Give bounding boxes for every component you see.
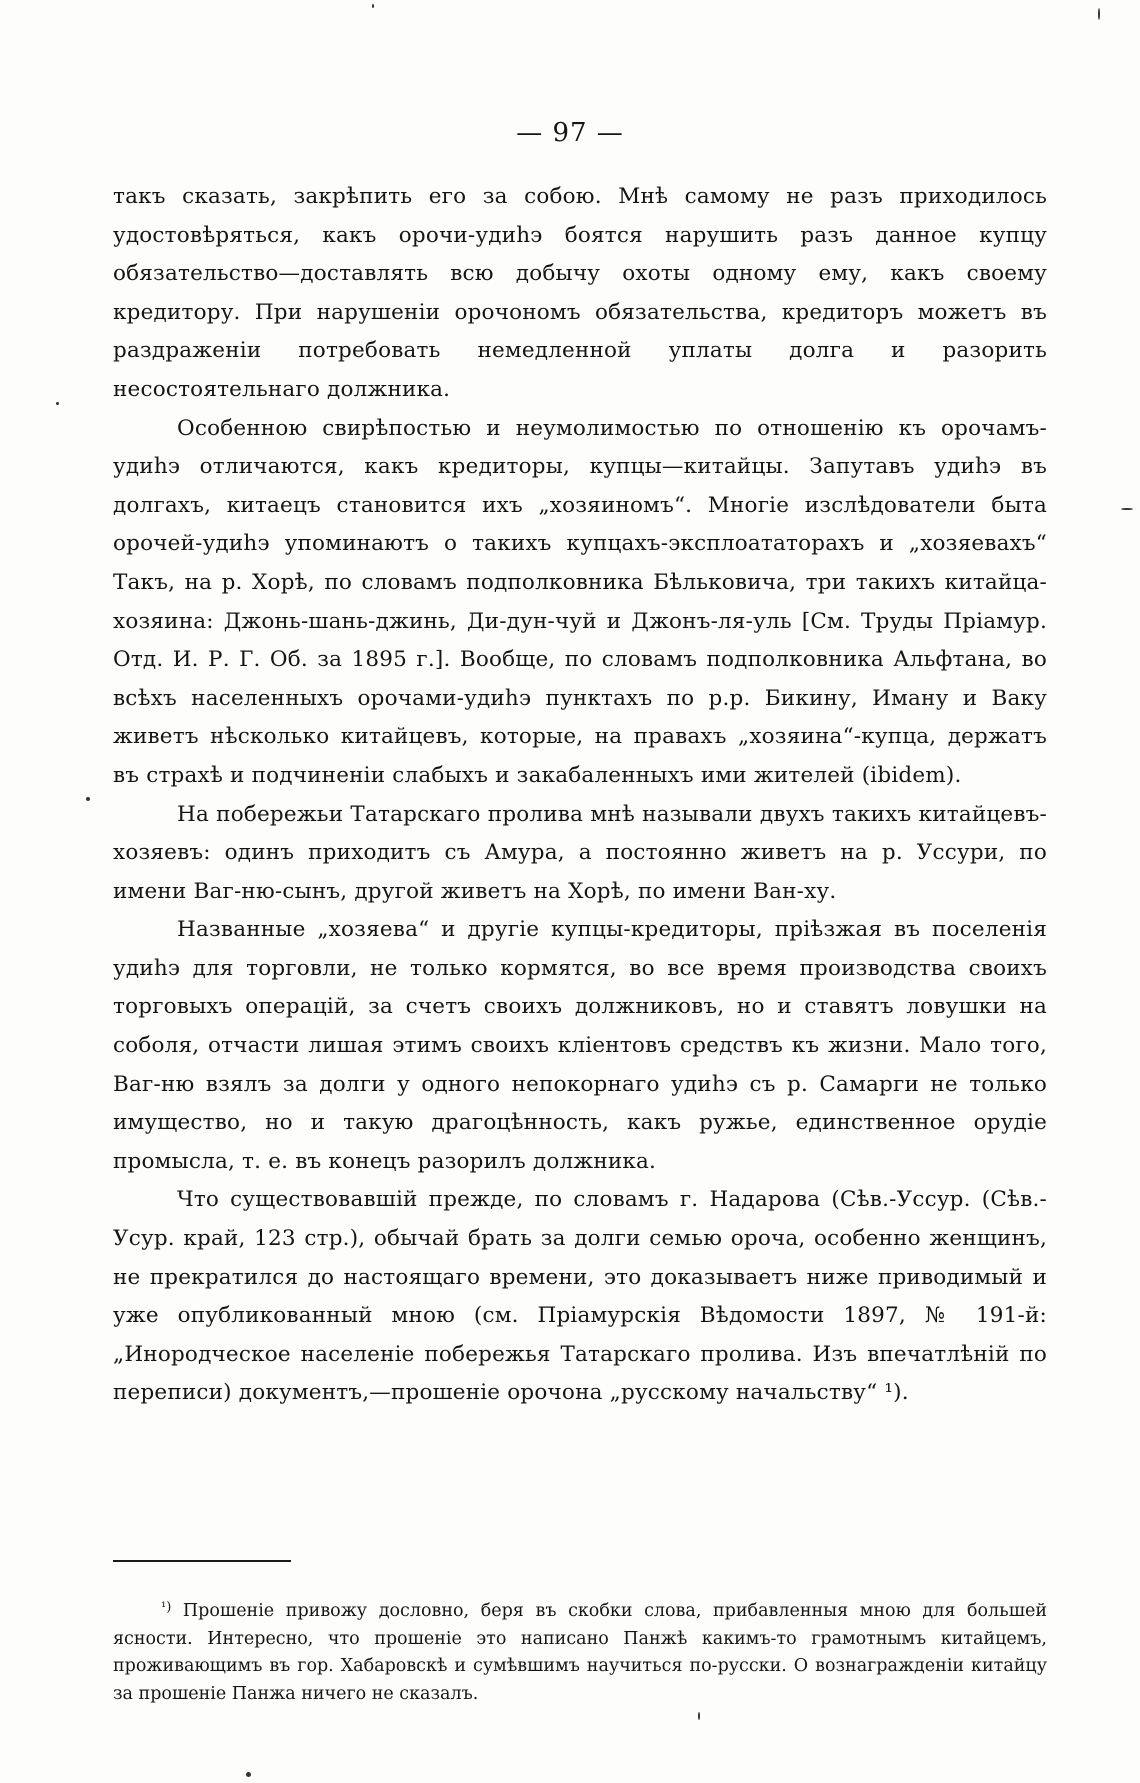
footnote-separator xyxy=(113,1560,291,1562)
body-text xyxy=(113,178,1047,1413)
paragraph-5: Что существовавшій прежде, по словамъ г. Надарова (Сѣв.-Уссур. (Сѣв.-Усур. край, 123 стр.), обычай брать за долги семью ороча, особенно женщинъ, не прекратился до настоящаго времени, это доказываетъ ниже приводимый и уже опубликованный мною (см. Пріамурскія Вѣдомости 1897, № 191-й: „Инородческое населеніе побережья Татарскаго пролива. Изъ впечатлѣній по переписи) документъ,—прошеніе орочона „русскому начальству“ ¹). xyxy=(113,1187,1047,1406)
scan-speck xyxy=(1098,8,1100,20)
paragraph-3: На побережьи Татарскаго пролива мнѣ называли двухъ такихъ китайцевъ-хозяевъ: одинъ приходитъ съ Амура, а постоянно живетъ на р. Уссури, по имени Ваг-ню-сынъ, другой живетъ на Хорѣ, по имени Ван-ху. xyxy=(113,801,1047,904)
page-number: — 97 — xyxy=(516,118,624,148)
scan-speck xyxy=(56,402,59,405)
scan-speck xyxy=(86,797,90,801)
paragraph-2: Особенною свирѣпостью и неумолимостью по отношенію къ орочамъ-удиһэ отличаются, какъ кредиторы, купцы—китайцы. Запутавъ удиһэ въ долгахъ, китаецъ становится ихъ „хозяиномъ“. Многіе изслѣдователи быта орочей-удиһэ упоминаютъ о такихъ купцахъ-эксплоататорахъ и „хозяевахъ“ Такъ, на р. Хорѣ, по словамъ подполковника Бѣльковича, три такихъ китайца-хозяина: Джонь-шань-джинь, Ди-дун-чуй и Джонъ-ля-уль [См. Труды Пріамур. Отд. И. Р. Г. Об. за 1895 г.]. Вообще, по словамъ подполковника Альфтана, во всѣхъ населенныхъ орочами-удиһэ пунктахъ по р.р. Бикину, Иману и Ваку живетъ нѣсколько китайцевъ, которые, на правахъ „хозяина“-купца, держатъ въ страхѣ и подчиненіи слабыхъ и закабаленныхъ ими жителей (ibidem). xyxy=(113,415,1047,788)
scan-speck xyxy=(246,1772,251,1777)
footnote-text: Прошеніе привожу дословно, беря въ скобки слова, прибавленныя мною для большей ясности. Интересно, что прошеніе это написано Панжѣ какимъ-то грамотнымъ китайцемъ, проживающимъ въ гор. Хабаровскѣ и сумѣвшимъ научиться по-русски. О вознагражденіи китайцу за прошеніе Панжа ничего не сказалъ. xyxy=(113,1601,1047,1704)
scan-speck xyxy=(372,4,374,8)
scan-speck xyxy=(698,1712,700,1720)
footnote-marker: ¹) xyxy=(161,1600,172,1615)
paragraph-4: Названные „хозяева“ и другіе купцы-кредиторы, пріѣзжая въ поселенія удиһэ для торговли, не только кормятся, во все время производства своихъ торговыхъ операцій, за счетъ своихъ должниковъ, но и ставятъ ловушки на соболя, отчасти лишая этимъ своихъ кліентовъ средствъ къ жизни. Мало того, Ваг-ню взялъ за долги у одного непокорнаго удиһэ съ р. Самарги не только имущество, но и такую драгоцѣнность, какъ ружье, единственное орудіе промысла, т. е. въ конецъ разорилъ должника. xyxy=(113,917,1047,1174)
scan-speck xyxy=(1121,508,1133,510)
paragraph-1: такъ сказать, закрѣпить его за собою. Мнѣ самому не разъ приходилось удостовѣряться, какъ орочи-удиһэ боятся нарушить разъ данное купцу обязательство—доставлять всю добычу охоты одному ему, какъ своему кредитору. При нарушеніи орочономъ обязательства, кредиторъ можетъ въ раздраженіи потребовать немедленной уплаты долга и разорить несостоятельнаго должника. xyxy=(113,184,1047,402)
footnote xyxy=(113,1594,1047,1708)
